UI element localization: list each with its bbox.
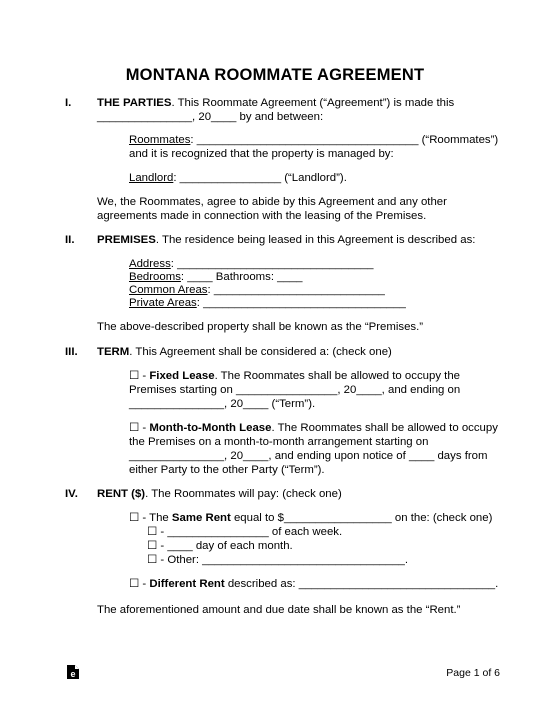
mtm-lease-line-2: the Premises on a month-to-month arrangement starting on [129,436,429,448]
rent-intro-text: . The Roommates will pay: (check one) [145,488,342,500]
page-number: Page 1 of 6 [446,667,500,679]
parties-line-2: _______________, 20____ by and between: [97,111,324,123]
rent-weekly-option[interactable]: ☐ - ________________ of each week. [147,526,343,538]
logo-letter: e [70,669,76,679]
parties-line-1 [97,96,454,110]
rent-other-option[interactable]: ☐ - Other: ________________________________. [147,554,409,566]
mtm-lease-label: Month-to-Month Lease [149,422,272,434]
parties-para-line-2: agreements made in connection with the leasing of the Premises. [97,210,427,222]
premises-outro: The above-described property shall be known as the “Premises.” [97,321,424,333]
private-areas-label: Private Areas [129,297,197,309]
fixed-lease-line-1 [129,369,460,383]
bedrooms-label: Bedrooms [129,271,181,283]
private-areas-blank: : ________________________________ [196,297,406,309]
section-number-4: IV. [65,488,78,500]
same-rent-line [129,511,492,525]
same-rent-text: equal to $_________________ on the: (check one) [230,512,493,524]
rent-intro [97,487,342,501]
roommates-line [129,133,498,147]
landlord-blank: : ________________ (“Landlord”). [173,172,347,184]
fixed-lease-line-2: Premises starting on ________________, 20____, and ending on [129,384,461,396]
rent-monthly-option[interactable]: ☐ - ____ day of each month. [147,540,293,552]
document-title: MONTANA ROOMMATE AGREEMENT [125,66,425,84]
common-areas-label: Common Areas [129,284,208,296]
different-rent-text: described as: _______________________________. [224,578,499,590]
same-rent-checkbox[interactable]: ☐ - The [129,512,172,524]
term-heading: TERM [97,346,130,358]
term-intro-text: . This Agreement shall be considered a: (check one) [129,346,392,358]
mtm-lease-line-3: _______________, 20____, and ending upon notice of ____ days from [129,450,488,462]
eforms-logo-icon [66,664,80,680]
mtm-lease-line-1 [129,421,498,435]
common-areas-line [129,283,385,297]
premises-intro [97,233,475,247]
mtm-lease-checkbox[interactable]: ☐ - [129,422,150,434]
section-number-3: III. [65,346,78,358]
fixed-lease-label: Fixed Lease [149,370,215,382]
parties-heading: THE PARTIES [97,97,172,109]
different-rent-checkbox[interactable]: ☐ - [129,578,150,590]
private-areas-line [129,296,406,310]
bedrooms-blank: : ____ Bathrooms: ____ [180,271,303,283]
address-label: Address [129,258,171,270]
section-number-2: II. [65,234,75,246]
premises-intro-text: . The residence being leased in this Agreement is described as: [155,234,476,246]
section-number-1: I. [65,97,72,109]
common-areas-blank: : ___________________________ [207,284,385,296]
address-line [129,257,374,271]
different-rent-line [129,577,498,591]
mtm-lease-line-1-text: . The Roommates shall be allowed to occupy [271,422,498,434]
roommates-blank: : ___________________________________ (“Roommates”) [190,134,499,146]
fixed-lease-checkbox[interactable]: ☐ - [129,370,150,382]
parties-para-line-1: We, the Roommates, agree to abide by this Agreement and any other [97,196,447,208]
different-rent-label: Different Rent [149,578,225,590]
rent-outro: The aforementioned amount and due date shall be known as the “Rent.” [97,604,461,616]
term-intro [97,345,392,359]
same-rent-label: Same Rent [171,512,231,524]
rent-heading: RENT ($) [97,488,146,500]
fixed-lease-line-1-text: . The Roommates shall be allowed to occupy the [214,370,461,382]
managed-line: and it is recognized that the property is managed by: [129,148,394,160]
roommates-label: Roommates [129,134,191,146]
landlord-label: Landlord [129,172,174,184]
address-blank: : _______________________________ [170,258,374,270]
fixed-lease-line-3: _______________, 20____ (“Term”). [129,398,316,410]
landlord-line [129,171,347,185]
premises-heading: PREMISES [97,234,156,246]
parties-line-1-text: . This Roommate Agreement (“Agreement”) is made this [171,97,455,109]
mtm-lease-line-4: either Party to the other Party (“Term”). [129,464,325,476]
bedrooms-line [129,270,303,284]
